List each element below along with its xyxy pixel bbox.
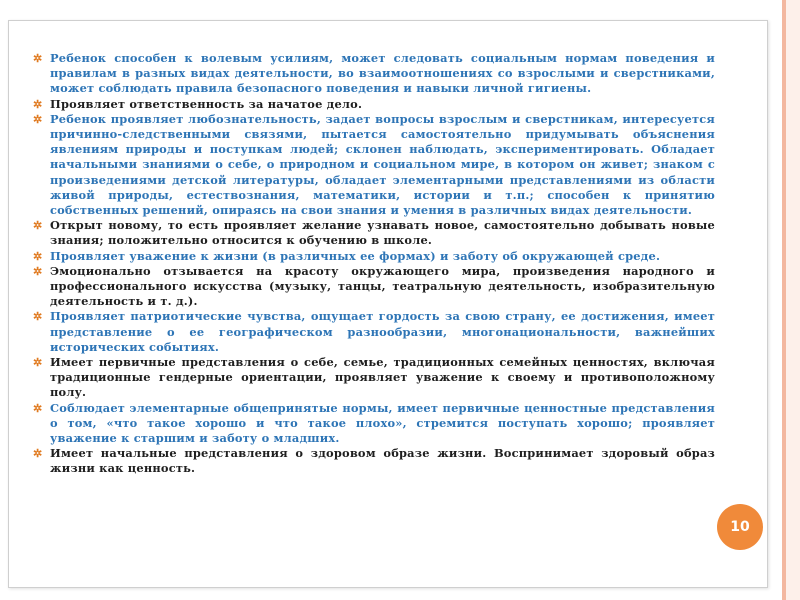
list-item-text: Ребенок проявляет любознательность, задает вопросы взрослым и сверстникам, интересуется причинно-следственными связями, пытается самостоятельно придумывать объяснения явлениям природы и поступкам людей; склонен наблюдать, экспериментировать. Обладает начальными знаниями о себе, о природном и социальном мире, в котором он живет; знаком с произведениями детской литературы, обладает элементарными представлениями из области живой природы, естествознания, математики, истории и т.п.; способен к принятию собственных решений, опираясь на свои знания и умения в различных видах деятельности. — [50, 111, 715, 218]
list-item — [33, 309, 715, 355]
list-item — [33, 446, 715, 476]
list-item-text: Имеет начальные представления о здоровом образе жизни. Воспринимает здоровый образ жизни как ценность. — [50, 446, 715, 476]
list-item — [33, 355, 715, 401]
page-number-badge: 10 — [717, 504, 763, 550]
bullet-icon: ✲ — [33, 249, 43, 263]
list-item — [33, 264, 715, 310]
right-edge-band — [786, 0, 800, 600]
list-item-text: Имеет первичные представления о себе, семье, традиционных семейных ценностях, включая традиционные гендерные ориентации, проявляет уважение к своему и противоположному полу. — [50, 355, 715, 400]
list-item — [33, 112, 715, 218]
bullet-icon: ✲ — [33, 310, 43, 324]
bullet-icon: ✲ — [33, 447, 43, 461]
list-item-text: Ребенок способен к волевым усилиям, может следовать социальным нормам поведения и правилам в разных видах деятельности, во взаимоотношениях со взрослыми и сверстниками, может соблюдать правила безопасного поведения и навыки личной гигиены. — [50, 51, 715, 96]
bullet-icon: ✲ — [33, 112, 43, 126]
list-item-text: Проявляет патриотические чувства, ощущает гордость за свою страну, ее достижения, имеет представление о ее географическом разнообразии, многонациональности, важнейших исторических событиях. — [50, 309, 715, 354]
list-item-text: Проявляет уважение к жизни (в различных ее формах) и заботу об окружающей среде. — [50, 248, 661, 263]
list-item — [33, 249, 715, 264]
list-item — [33, 97, 715, 112]
right-accent-stripe — [782, 0, 786, 600]
bullet-icon: ✲ — [33, 401, 43, 415]
list-item-text: Соблюдает элементарные общепринятые нормы, имеет первичные ценностные представления о том, «что такое хорошо и что такое плохо», стремится поступать хорошо; проявляет уважение к старшим и заботу о младших. — [50, 400, 715, 446]
list-item — [33, 218, 715, 248]
bullet-icon: ✲ — [33, 52, 43, 65]
bullet-list — [33, 51, 715, 477]
bullet-icon: ✲ — [33, 97, 43, 111]
list-item-text: Открыт новому, то есть проявляет желание узнавать новое, самостоятельно добывать новые знания; положительно относится к обучению в школе. — [50, 218, 715, 248]
list-item — [33, 401, 715, 447]
list-item — [33, 51, 715, 97]
bullet-icon: ✲ — [33, 219, 43, 233]
bullet-icon: ✲ — [33, 356, 43, 370]
list-item-text: Эмоционально отзывается на красоту окружающего мира, произведения народного и профессионального искусства (музыку, танцы, театральную деятельность, изобразительную деятельность и т. д.). — [50, 263, 715, 309]
bullet-icon: ✲ — [33, 264, 43, 278]
list-item-text: Проявляет ответственность за начатое дело. — [50, 96, 363, 111]
